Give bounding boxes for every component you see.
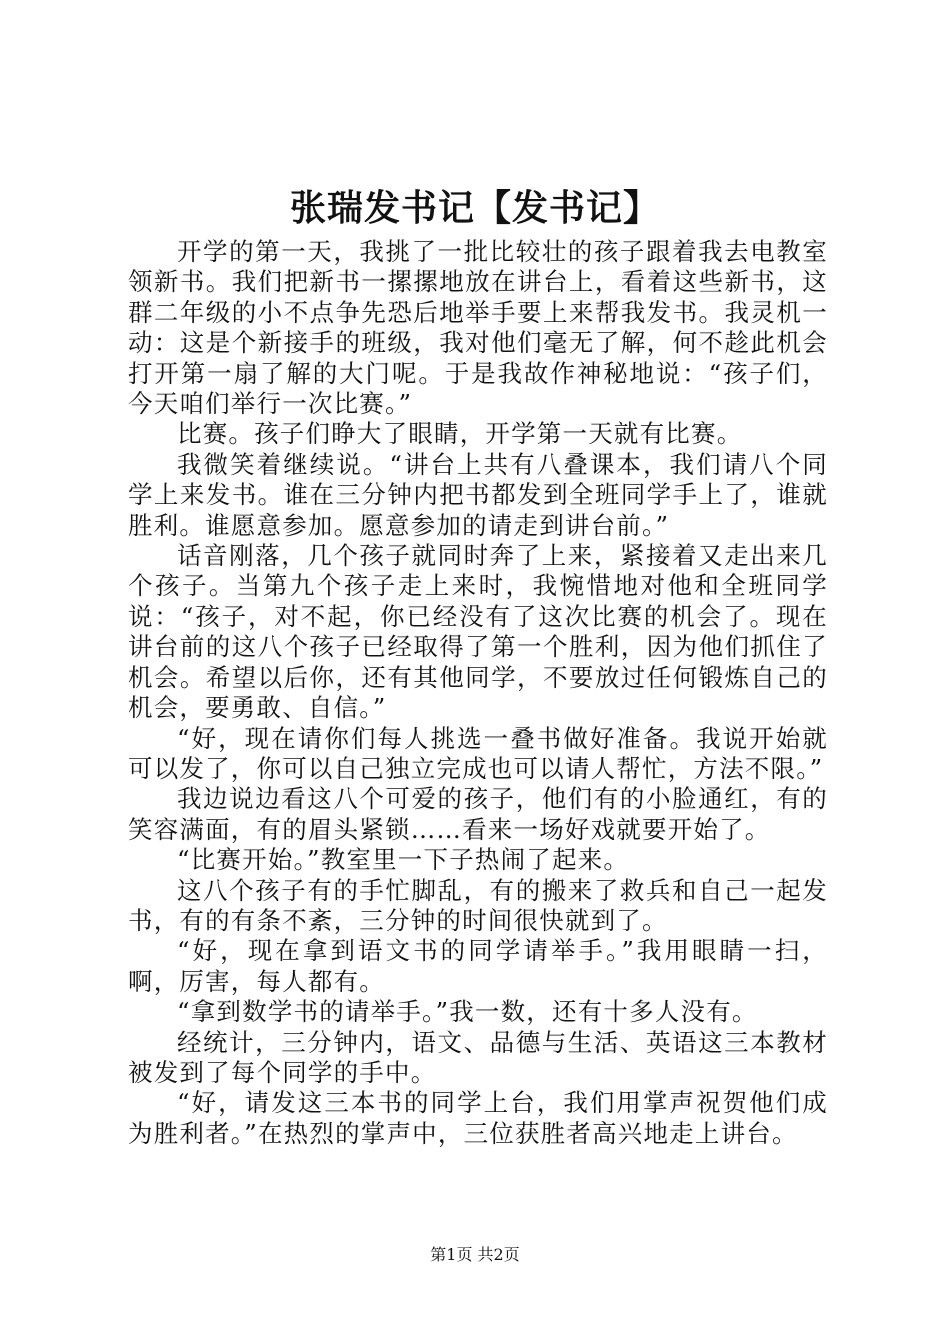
document-body: [128, 237, 828, 1149]
paragraph: “好，现在拿到语文书的同学请举手。”我用眼睛一扫，啊，厉害，每人都有。: [128, 936, 828, 996]
paragraph: 比赛。孩子们睁大了眼睛，开学第一天就有比赛。: [177, 419, 743, 449]
paragraph: 经统计，三分钟内，语文、品德与生活、英语这三本教材被发到了每个同学的手中。: [128, 1027, 828, 1087]
paragraph: “好，现在请你们每人挑选一叠书做好准备。我说开始就可以发了，你可以自己独立完成也可以请人帮忙，方法不限。”: [128, 723, 828, 783]
document-title: 张瑞发书记【发书记】: [289, 188, 660, 229]
paragraph: 我微笑着继续说。“讲台上共有八叠课本，我们请八个同学上来发书。谁在三分钟内把书都发到全班同学手上了，谁就胜利。谁愿意参加。愿意参加的请走到讲台前。”: [128, 449, 828, 540]
paragraph: “好，请发这三本书的同学上台，我们用掌声祝贺他们成为胜利者。”在热烈的掌声中，三位获胜者高兴地走上讲台。: [128, 1088, 828, 1148]
paragraph: 我边说边看这八个可爱的孩子，他们有的小脸通红，有的笑容满面，有的眉头紧锁……看来一场好戏就要开始了。: [128, 784, 828, 844]
paragraph: “比赛开始。”教室里一下子热闹了起来。: [177, 845, 630, 875]
paragraph: 开学的第一天，我挑了一批比较壮的孩子跟着我去电教室领新书。我们把新书一摞摞地放在讲台上，看着这些新书，这群二年级的小不点争先恐后地举手要上来帮我发书。我灵机一动：这是个新接手的班级，我对他们毫无了解，何不趁此机会打开第一扇了解的大门呢。于是我故作神秘地说：“孩子们，今天咱们举行一次比赛。”: [128, 237, 828, 419]
paragraph: 这八个孩子有的手忙脚乱，有的搬来了救兵和自己一起发书，有的有条不紊，三分钟的时间很快就到了。: [128, 875, 828, 935]
page-footer: 第1页 共2页: [430, 1245, 520, 1264]
paragraph: “拿到数学书的请举手。”我一数，还有十多人没有。: [177, 997, 758, 1027]
paragraph: 话音刚落，几个孩子就同时奔了上来，紧接着又走出来几个孩子。当第九个孩子走上来时，我惋惜地对他和全班同学说：“孩子，对不起，你已经没有了这次比赛的机会了。现在讲台前的这八个孩子已经取得了第一个胜利，因为他们抓住了机会。希望以后你，还有其他同学，不要放过任何锻炼自己的机会，要勇敢、自信。”: [128, 541, 828, 723]
